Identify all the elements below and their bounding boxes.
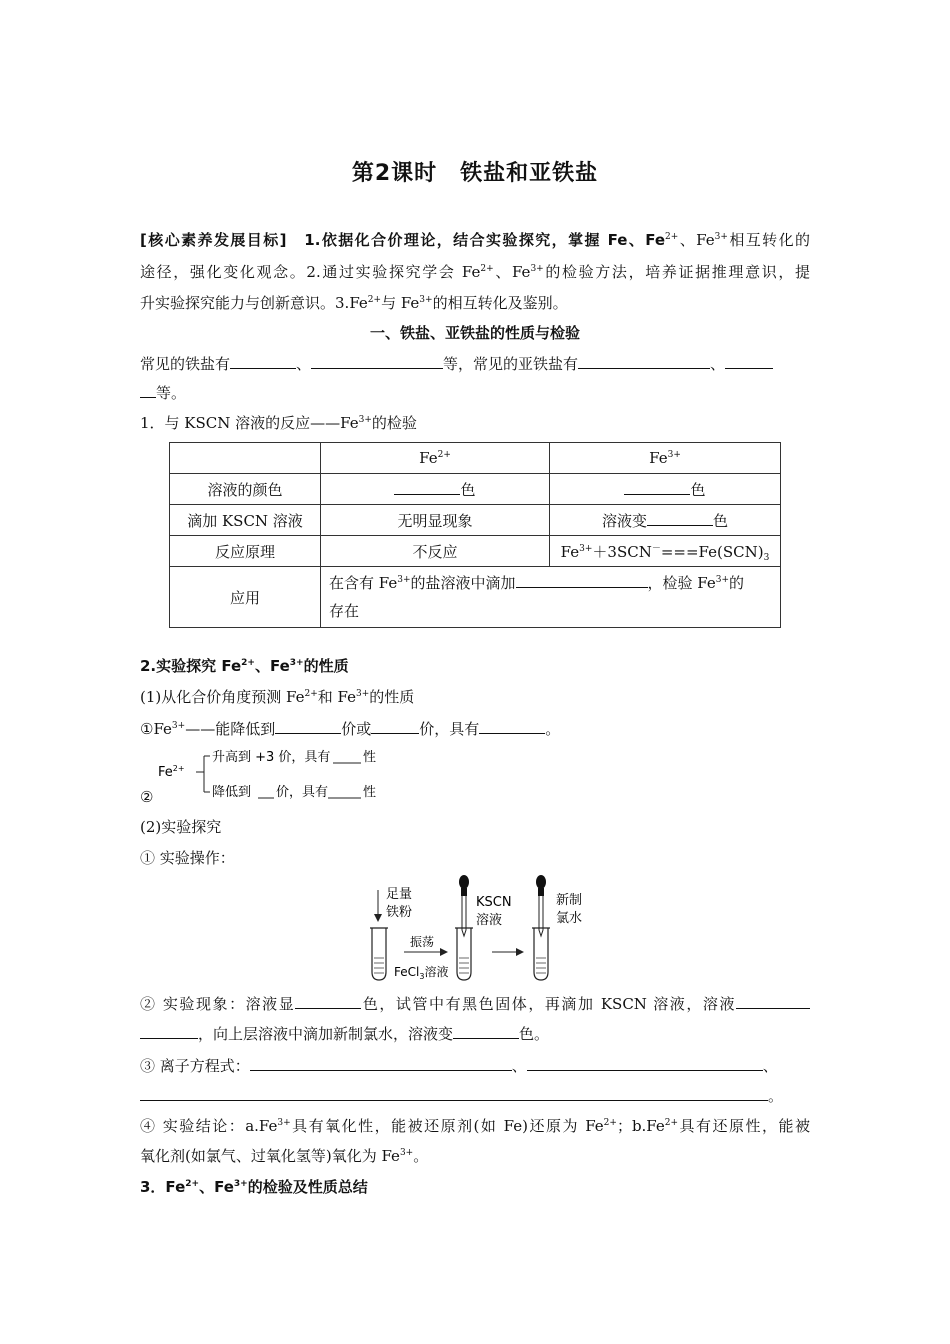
blank[interactable] [295, 993, 361, 1009]
blank[interactable] [516, 572, 648, 588]
blank[interactable] [140, 1085, 768, 1101]
table-row: 滴加 KSCN 溶液 无明显现象 溶液变 色 [170, 505, 781, 536]
item2-operation: ① 实验操作： [140, 849, 235, 867]
item3-heading: 3．$Fe^{2+}$、$Fe^{3+}$的检验及性质总结 [140, 1178, 368, 1196]
item2-sub1: (1)从化合价角度预测 $Fe^{2+}$和 $Fe^{3+}$的性质 [140, 688, 415, 706]
fecl3-label: FeCl$_3$溶液 [394, 965, 449, 981]
item2-heading: 2.实验探究 $Fe^{2+}$、$Fe^{3+}$的性质 [140, 657, 349, 675]
goals-line-1: [核心素养发展目标] 1.依据化合价理论，结合实验探究，掌握 Fe、$Fe^{2+}$、$Fe^{3+}$相互转化的 [140, 231, 810, 249]
section-heading: 一、铁盐、亚铁盐的性质与检验 [369, 324, 580, 342]
page-title: 第2课时 铁盐和亚铁盐 [351, 161, 599, 186]
blank[interactable] [736, 993, 810, 1009]
svg-text:性: 性 [363, 750, 377, 765]
item2-equation-2: 。 [140, 1085, 810, 1106]
kscn-table [169, 442, 781, 628]
item2-circ2-num: ② [140, 788, 154, 806]
blank[interactable] [140, 1023, 198, 1039]
svg-text:性: 性 [363, 785, 377, 800]
svg-text:溶液: 溶液 [476, 913, 503, 928]
goals-line-2: 途径，强化变化观念。2.通过实验探究学会 $Fe^{2+}$、$Fe^{3+}$的检验方法，培养证据推理意识，提 [140, 263, 810, 281]
svg-text:氯水: 氯水 [556, 911, 583, 926]
svg-text:降低到: 降低到 [212, 785, 252, 800]
blank[interactable] [453, 1023, 519, 1039]
table-row: $Fe^{2+}$ $Fe^{3+}$ [170, 443, 781, 474]
test-tube-2 [455, 875, 473, 980]
item2-conclusion: ④ 实验结论：$a.Fe^{3+}$具有氧化性，能被还原剂(如 Fe)还原为 $Fe^{2+}$；$b.Fe^{2+}$具有还原性，能被 [140, 1117, 810, 1135]
blank[interactable] [250, 1055, 512, 1071]
item2-phenomenon: ② 实验现象：溶液显 色，试管中有黑色固体，再滴加 KSCN 溶液，溶液 [140, 993, 810, 1014]
experiment-figure [360, 872, 600, 984]
item2-phenomenon-2: ，向上层溶液中滴加新制氯水，溶液变 色。 [140, 1023, 810, 1044]
table-row: 溶液的颜色 色 色 [170, 474, 781, 505]
svg-text:铁粉: 铁粉 [386, 905, 413, 920]
test-tube-1 [370, 928, 388, 980]
svg-text:新制: 新制 [556, 893, 583, 908]
common-salts-line: 常见的铁盐有 、 等，常见的亚铁盐有 、 [140, 353, 810, 374]
item2-sub2: (2)实验探究 [140, 818, 222, 836]
svg-text:价，具有: 价，具有 [276, 785, 329, 800]
svg-text:KSCN: KSCN [476, 895, 512, 910]
branch-fe-label: $Fe^{2+}$ [158, 764, 185, 780]
table-row: 应用 在含有 $Fe^{3+}$的盐溶液中滴加 ，检验 $Fe^{3+}$的 存在 [170, 567, 781, 628]
blank[interactable] [624, 479, 690, 495]
item2-conclusion-2: 氧化剂(如氯气、过氧化氢等)氧化为 $Fe^{3+}$。 [140, 1147, 429, 1165]
blank[interactable] [578, 353, 710, 369]
goals-line-3: 升实验探究能力与创新意识。$3.Fe^{2+}$与 $Fe^{3+}$的相互转化及鉴别。 [140, 294, 568, 312]
blank[interactable] [725, 353, 773, 369]
branch-up-label: 升高到 +3 价，具有 [212, 750, 331, 765]
item2-equation: ③ 离子方程式： 、 、 [140, 1057, 778, 1075]
blank[interactable] [371, 718, 419, 734]
test-tube-3 [532, 875, 550, 980]
item1-heading: 1．与 KSCN 溶液的反应$——Fe^{3+}$的检验 [140, 414, 417, 432]
blank[interactable] [647, 510, 713, 526]
item2-circ1: $①Fe^{3+}——$能降低到 价或 价，具有 。 [140, 720, 561, 738]
table-row: 反应原理 不反应 $Fe^{3+}+3SCN^-===Fe(SCN)_3$ [170, 536, 781, 567]
blank[interactable] [479, 718, 545, 734]
blank[interactable] [311, 353, 443, 369]
svg-text:足量: 足量 [386, 887, 413, 902]
blank[interactable] [230, 353, 296, 369]
common-salts-line-2: 等。 [140, 382, 810, 403]
svg-text:振荡: 振荡 [410, 935, 435, 949]
blank[interactable] [394, 479, 460, 495]
blank[interactable] [140, 382, 156, 398]
blank[interactable] [527, 1055, 763, 1071]
blank[interactable] [275, 718, 341, 734]
